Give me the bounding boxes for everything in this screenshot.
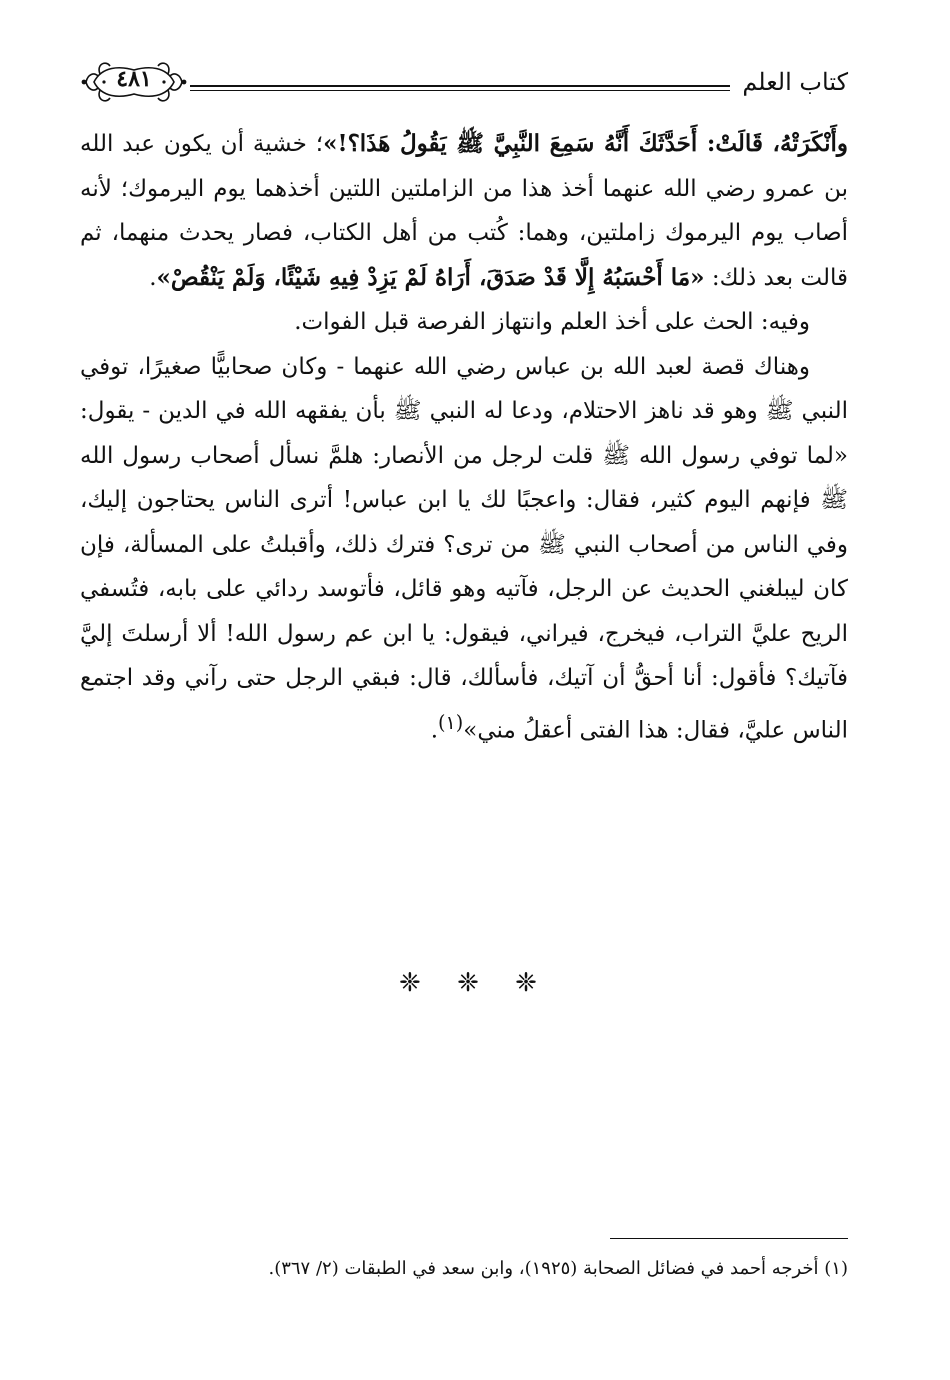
footnote-rule (610, 1238, 848, 1239)
paragraph (80, 122, 848, 300)
paragraph-text: وهناك قصة لعبد الله بن عباس رضي الله عنهما - وكان صحابيًّا صغيرًا، توفي النبي ﷺ وهو قد ناهز الاحتلام، ودعا له النبي ﷺ بأن يفقهه الله في الدين - يقول: «لما توفي رسول الله ﷺ قلت لرجل من الأنصار: هلمَّ نسأل أصحاب رسول الله ﷺ فإنهم اليوم كثير، فقال: واعجبًا لك يا ابن عباس! أترى الناس يحتاجون إليك، وفي الناس من أصحاب النبي ﷺ من ترى؟ فترك ذلك، وأقبلتُ على المسألة، فإن كان ليبلغني الحديث عن الرجل، فآتيه وهو قائل، فأتوسد ردائي على بابه، فتُسفي الريح عليَّ التراب، فيخرج، فيراني، فيقول: يا ابن عم رسول الله! ألا أرسلتَ إليَّ فآتيك؟ فأقول: أنا أحقُّ أن آتيك، فأسألك، قال: فبقي الرجل حتى رآني وقد اجتمع الناس عليَّ، فقال: هذا الفتى أعقلُ مني» (80, 353, 848, 744)
paragraph-end: . (430, 717, 438, 744)
header-rule (190, 85, 730, 87)
page-number-ornament (80, 52, 188, 112)
bold-quote: وأَنْكَرَتْهُ، قَالَتْ: أَحَدَّثَكَ أَنَّهُ سَمِعَ النَّبِيَّ ﷺ يَقُولُ هَذَا؟!» (323, 130, 848, 157)
page-header (80, 52, 848, 112)
page-number: ٤٨١ (116, 66, 152, 92)
paragraph-end: . (149, 264, 157, 291)
paragraph-text: ؛ خشية أن يكون عبد الله بن عمرو رضي الله عنهما أخذ هذا من الزاملتين اللتين أخذهما يوم اليرموك؛ لأنه أصاب يوم اليرموك زاملتين، وهما: كُتب من أهل الكتاب، فصار يحدث منهما، ثم قالت بعد ذلك: (80, 131, 848, 291)
footnote: (١) أخرجه أحمد في فضائل الصحابة (١٩٢٥)، وابن سعد في الطبقات (٢/ ٣٦٧). (268, 1258, 848, 1279)
bold-quote: «مَا أَحْسَبُهُ إِلَّا قَدْ صَدَقَ، أَرَاهُ لَمْ يَزِدْ فِيهِ شَيْئًا، وَلَمْ يَنْقُصْ» (156, 263, 705, 291)
main-text (80, 122, 848, 753)
header-rule-thin (190, 90, 730, 91)
section-separator: ❈ ❈ ❈ (399, 968, 551, 998)
book-title: كتاب العلم (742, 68, 848, 96)
paragraph: وفيه: الحث على أخذ العلم وانتهاز الفرصة قبل الفوات. (294, 309, 810, 335)
paragraph (80, 345, 848, 753)
footnote-reference[interactable]: (١) (438, 710, 464, 734)
